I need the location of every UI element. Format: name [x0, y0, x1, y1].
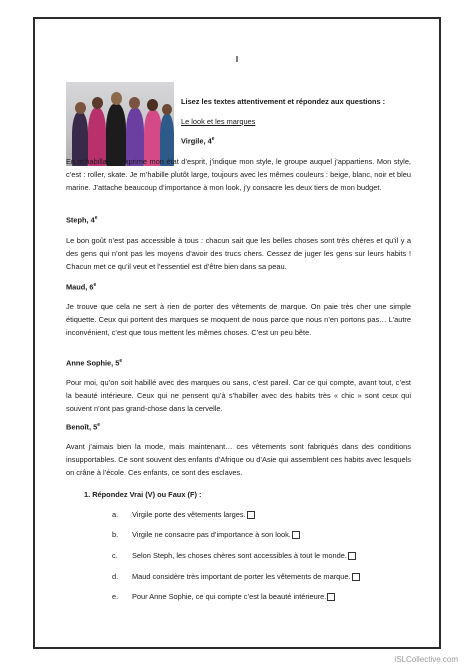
question-text: Maud considère très important de porter les vêtements de marque. [132, 572, 351, 581]
question-letter: c. [112, 551, 118, 560]
footer-watermark: iSLCollective.com [394, 655, 458, 664]
answer-checkbox[interactable] [352, 573, 360, 581]
question-item [112, 592, 335, 601]
section-heading-virgile: Virgile, 4e [181, 136, 215, 146]
instructions: Lisez les textes attentivement et répondez aux questions : [181, 97, 386, 106]
section-heading-steph: Steph, 4e [66, 215, 98, 225]
subtitle: Le look et les marques [181, 117, 256, 126]
question-text: Virgile porte des vêtements larges. [132, 510, 246, 519]
answer-checkbox[interactable] [327, 593, 335, 601]
question-item [112, 551, 356, 560]
fashion-photo [66, 82, 174, 166]
question-letter: e. [112, 592, 119, 601]
question-item [112, 510, 255, 519]
section-text-steph: Le bon goût n’est pas accessible à tous : chacun sait que les belles choses sont très chères et qu’il y a des gens qui n’ont pas les moyens d’avoir des trucs chers. Cessez de juger les gens sur leurs habits ! Chacun met ce qu’il veut et l’essentiel est d’être bien dans sa peau. [66, 236, 411, 271]
page-number: I [235, 55, 239, 64]
section-text-virgile: En m’habillant, j’exprime mon état d’esprit, j’indique mon style, le groupe auquel j’appartiens. Mon style, c’est : roller, skate. Je m’habille plutôt large, toujours avec les mêmes couleurs : beige, blanc, noir et bleu marine. J’attache beaucoup d’importance à mon look, j’y consacre les deux tiers de mon budget. [66, 157, 411, 192]
question-letter: a. [112, 510, 119, 519]
section-heading-maud: Maud, 6e [66, 282, 97, 292]
question-text: Selon Steph, les choses chères sont accessibles à tout le monde. [132, 551, 347, 560]
section-text-maud: Je trouve que cela ne sert à rien de porter des vêtements de marque. On paie très cher une simple étiquette. Ceux qui portent des marques se moquent de nous parce que nous n’en portons pas… L’autre inconvénient, c’est que tous mettent les mêmes choses. C’est un peu bête. [66, 302, 411, 337]
question-text: Pour Anne Sophie, ce qui compte c’est la beauté intérieure. [132, 592, 327, 601]
answer-checkbox[interactable] [247, 511, 255, 519]
answer-checkbox[interactable] [348, 552, 356, 560]
question-title: 1. Répondez Vrai (V) ou Faux (F) : [84, 490, 202, 499]
question-item [112, 572, 360, 581]
answer-checkbox[interactable] [292, 531, 300, 539]
question-item [112, 530, 300, 539]
section-text-benoit: Avant j’aimais bien la mode, mais maintenant… ces vêtements sont fabriqués dans des conditions insupportables. Ce sont souvent des enfants d’Afrique ou d’Asie qui assemblent ces habits avec lesquels on crâne à l’école. Ces enfants, ce sont des esclaves. [66, 442, 411, 477]
question-letter: d. [112, 572, 119, 581]
section-heading-benoit: Benoît, 5e [66, 422, 100, 432]
section-text-anne-sophie: Pour moi, qu’on soit habillé avec des marques ou sans, c’est pareil. Car ce qui compte, avant tout, c’est la beauté intérieure. Ceux qui ne pensent qu’à s’habiller avec des habits très « chic » sont ceux qui souvent n’ont pas grand-chose dans la cervelle. [66, 378, 411, 413]
question-text: Virgile ne consacre pas d’importance à son look. [132, 530, 291, 539]
question-letter: b. [112, 530, 119, 539]
section-heading-anne-sophie: Anne Sophie, 5e [66, 358, 123, 368]
